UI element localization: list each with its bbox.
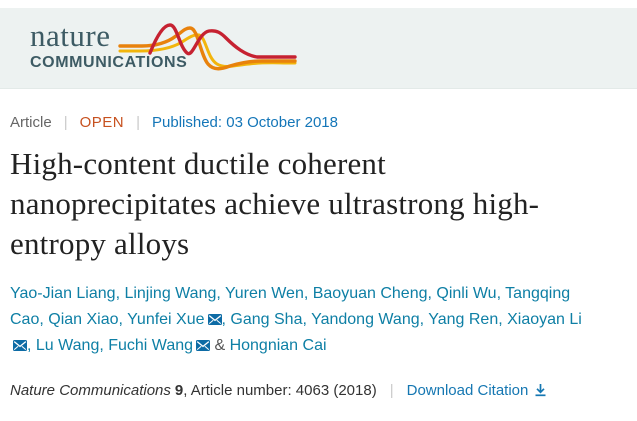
author-separator: ,: [27, 336, 36, 354]
author-last-joiner: &: [210, 336, 230, 354]
journal-masthead: [0, 8, 637, 89]
author-link[interactable]: Qian Xiao: [48, 310, 119, 328]
author-separator: ,: [496, 284, 506, 302]
published-date: Published: 03 October 2018: [152, 114, 338, 131]
author-link[interactable]: Hongnian Cai: [229, 336, 327, 354]
author-separator: ,: [221, 310, 231, 328]
citation-article-number: , Article number: 4063 (2018): [183, 381, 377, 399]
author-separator: ,: [303, 284, 313, 302]
author-link[interactable]: Yao-Jian Liang: [10, 284, 116, 302]
article-meta-row: [10, 114, 610, 131]
author-separator: ,: [115, 284, 125, 302]
brand-waves-icon: [112, 20, 300, 82]
logo-nature-text: nature: [30, 18, 111, 53]
author-separator: ,: [419, 310, 429, 328]
meta-separator: |: [136, 114, 141, 131]
citation-journal: Nature Communications: [10, 381, 171, 399]
author-link[interactable]: Baoyuan Cheng: [312, 284, 428, 302]
author-separator: ,: [216, 284, 225, 302]
author-link[interactable]: Xiaoyan Li: [507, 310, 582, 328]
author-link[interactable]: Yang Ren: [428, 310, 499, 328]
email-envelope-icon[interactable]: [208, 314, 222, 325]
author-link[interactable]: Linjing Wang: [124, 284, 217, 302]
author-link[interactable]: Yunfei Xue: [127, 310, 205, 328]
email-envelope-icon[interactable]: [13, 340, 27, 351]
author-link[interactable]: Gang Sha: [230, 310, 303, 328]
citation-volume: 9: [174, 381, 184, 399]
download-citation-label: Download Citation: [406, 381, 529, 399]
author-link[interactable]: Lu Wang: [35, 336, 100, 354]
article-title: High-content ductile coherent nanoprecipitates achieve ultrastrong high-entropy alloys: [10, 146, 540, 261]
author-separator: ,: [498, 310, 508, 328]
author-separator: ,: [302, 310, 312, 328]
logo-communications-text: COMMUNICATIONS: [30, 54, 188, 71]
article-header: [10, 88, 610, 399]
citation-separator: |: [389, 381, 394, 399]
download-icon: [534, 383, 547, 397]
author-list: [10, 281, 592, 359]
email-envelope-icon[interactable]: [196, 340, 210, 351]
citation-row: [10, 382, 610, 399]
author-separator: ,: [99, 336, 109, 354]
author-separator: ,: [427, 284, 437, 302]
author-separator: ,: [118, 310, 128, 328]
download-citation-link[interactable]: [407, 382, 548, 399]
author-separator: ,: [39, 310, 49, 328]
author-link[interactable]: Yandong Wang: [311, 310, 420, 328]
article-type-label: Article: [10, 114, 52, 131]
author-link[interactable]: Yuren Wen: [224, 284, 304, 302]
open-access-label[interactable]: OPEN: [79, 114, 125, 131]
meta-separator: |: [63, 114, 68, 131]
author-link[interactable]: Fuchi Wang: [108, 336, 194, 354]
author-link[interactable]: Qinli Wu: [436, 284, 497, 302]
author-link[interactable]: Tangqing Cao: [10, 284, 571, 328]
